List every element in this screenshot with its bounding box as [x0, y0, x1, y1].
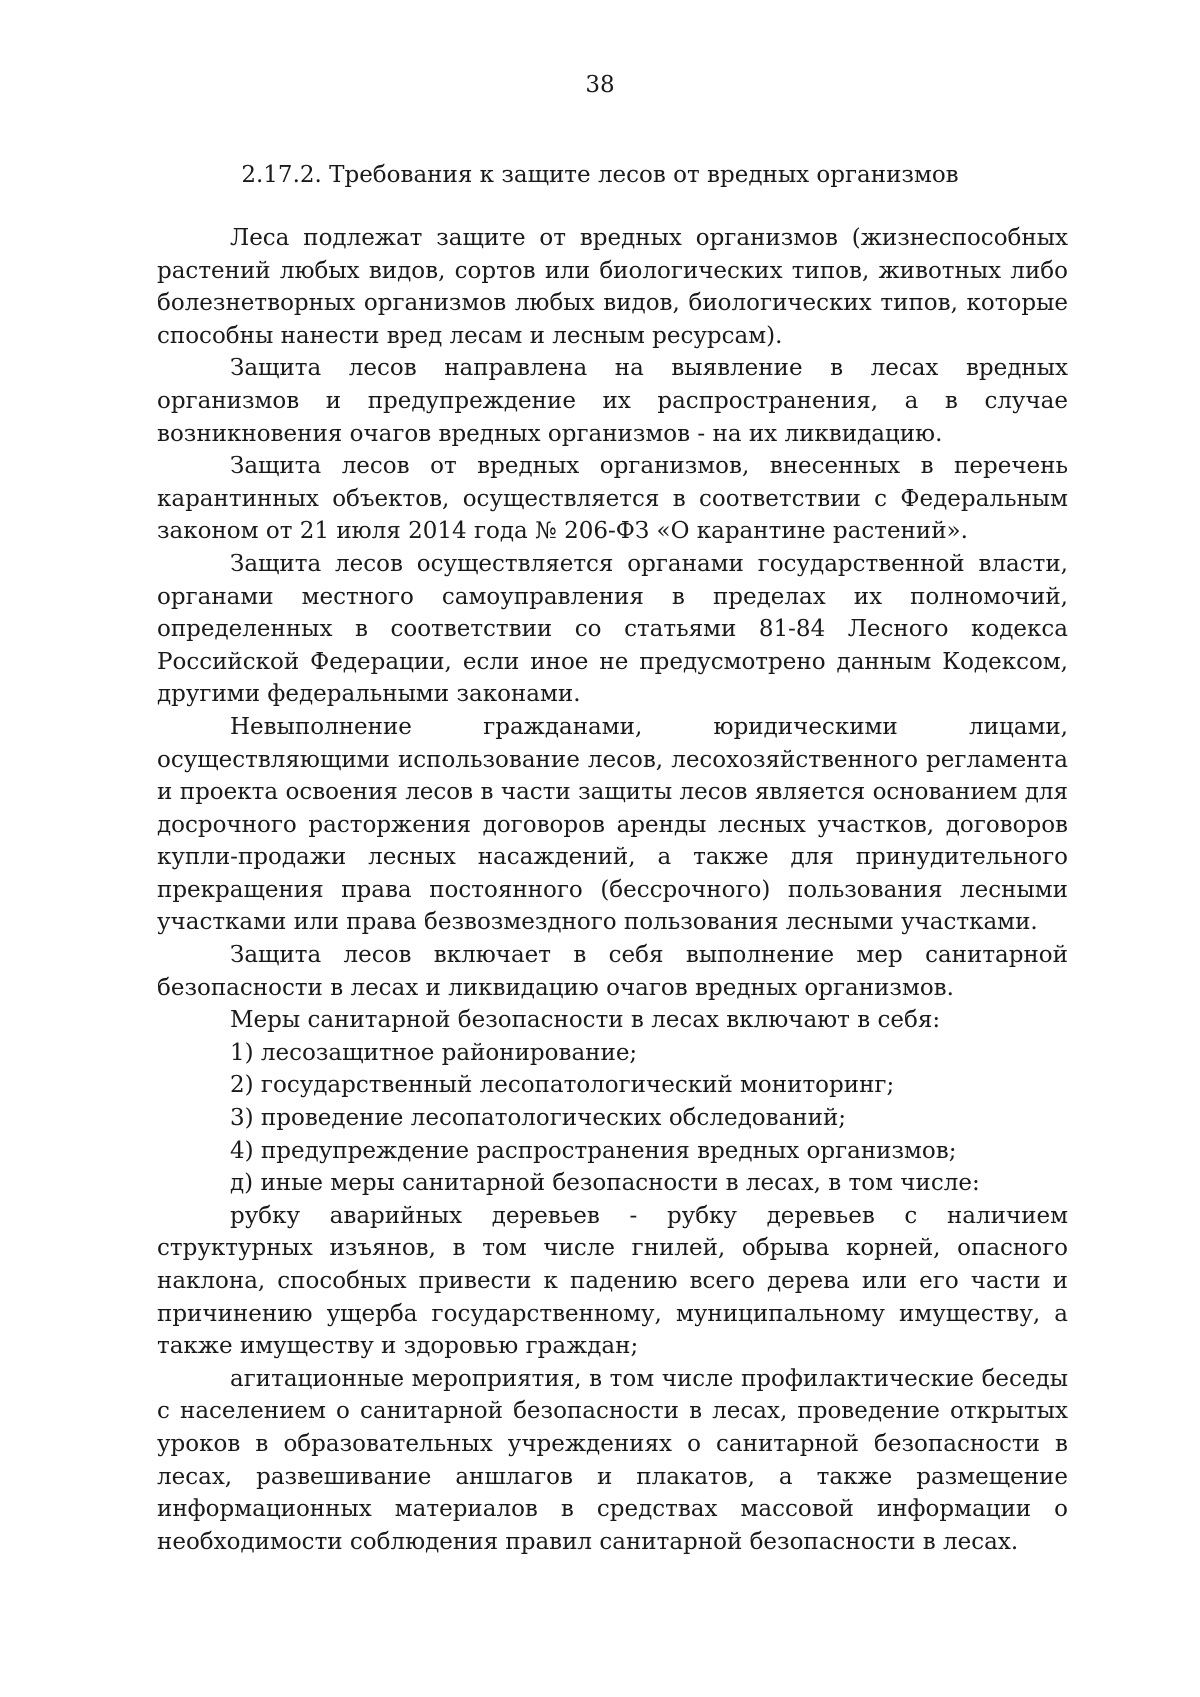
- paragraph-forest-protection-scope: Леса подлежат защите от вредных организмов (жизнеспособных растений любых видов, сортов или биологических типов, животных либо болезнетворных организмов любых видов, биологических типов, которые способны нанести вред лесам и лесным ресурсам).: [157, 225, 1068, 349]
- paragraph-protection-includes: Защита лесов включает в себя выполнение мер санитарной безопасности в лесах и ликвидацию очагов вредных организмов.: [157, 942, 1068, 1001]
- list-item: 1) лесозащитное районирование;: [230, 1039, 638, 1066]
- paragraph-emergency-tree-felling: рубку аварийных деревьев - рубку деревьев с наличием структурных изъянов, в том числе гнилей, обрыва корней, опасного наклона, способных привести к падению всего дерева или его части и причинению ущерба государственному, муниципальному имуществу, а также имуществу и здоровью граждан;: [157, 1202, 1068, 1360]
- paragraph-sanitary-measures-intro: Меры санитарной безопасности в лесах включают в себя:: [230, 1007, 941, 1034]
- paragraph-non-compliance: Невыполнение гражданами, юридическими лицами, осуществляющими использование лесов, лесохозяйственного регламента и проекта освоения лесов в части защиты лесов является основанием для досрочного расторжения договоров аренды лесных участков, договоров купли-продажи лесных насаждений, а также для принудительного прекращения права постоянного (бессрочного) пользования лесными участками или права безвозмездного пользования лесными участками.: [157, 713, 1068, 936]
- paragraph-awareness-activities: агитационные мероприятия, в том числе профилактические беседы с населением о санитарной безопасности в лесах, проведение открытых уроков в образовательных учреждениях о санитарной безопасности в лесах, развешивание аншлагов и плакатов, а также размещение информационных материалов в средствах массовой информации о необходимости соблюдения правил санитарной безопасности в лесах.: [157, 1365, 1068, 1555]
- document-body: [157, 222, 1068, 1558]
- list-item: д) иные меры санитарной безопасности в лесах, в том числе:: [230, 1170, 980, 1197]
- paragraph-protection-goal: Защита лесов направлена на выявление в лесах вредных организмов и предупреждение их распространения, а в случае возникновения очагов вредных организмов - на их ликвидацию.: [157, 355, 1068, 447]
- section-heading: 2.17.2. Требования к защите лесов от вредных организмов: [241, 162, 959, 188]
- paragraph-authorities: Защита лесов осуществляется органами государственной власти, органами местного самоуправления в пределах их полномочий, определенных в соответствии со статьями 81-84 Лесного кодекса Российской Федерации, если иное не предусмотрено данным Кодексом, другими федеральными законами.: [157, 550, 1068, 708]
- list-item: 3) проведение лесопатологических обследований;: [230, 1105, 847, 1132]
- list-item: 2) государственный лесопатологический мониторинг;: [230, 1072, 895, 1099]
- list-item: 4) предупреждение распространения вредных организмов;: [230, 1137, 957, 1164]
- paragraph-quarantine-law: Защита лесов от вредных организмов, внесенных в перечень карантинных объектов, осуществляется в соответствии с Федеральным законом от 21 июля 2014 года № 206-ФЗ «О карантине растений».: [157, 453, 1068, 545]
- page-number: 38: [585, 72, 615, 98]
